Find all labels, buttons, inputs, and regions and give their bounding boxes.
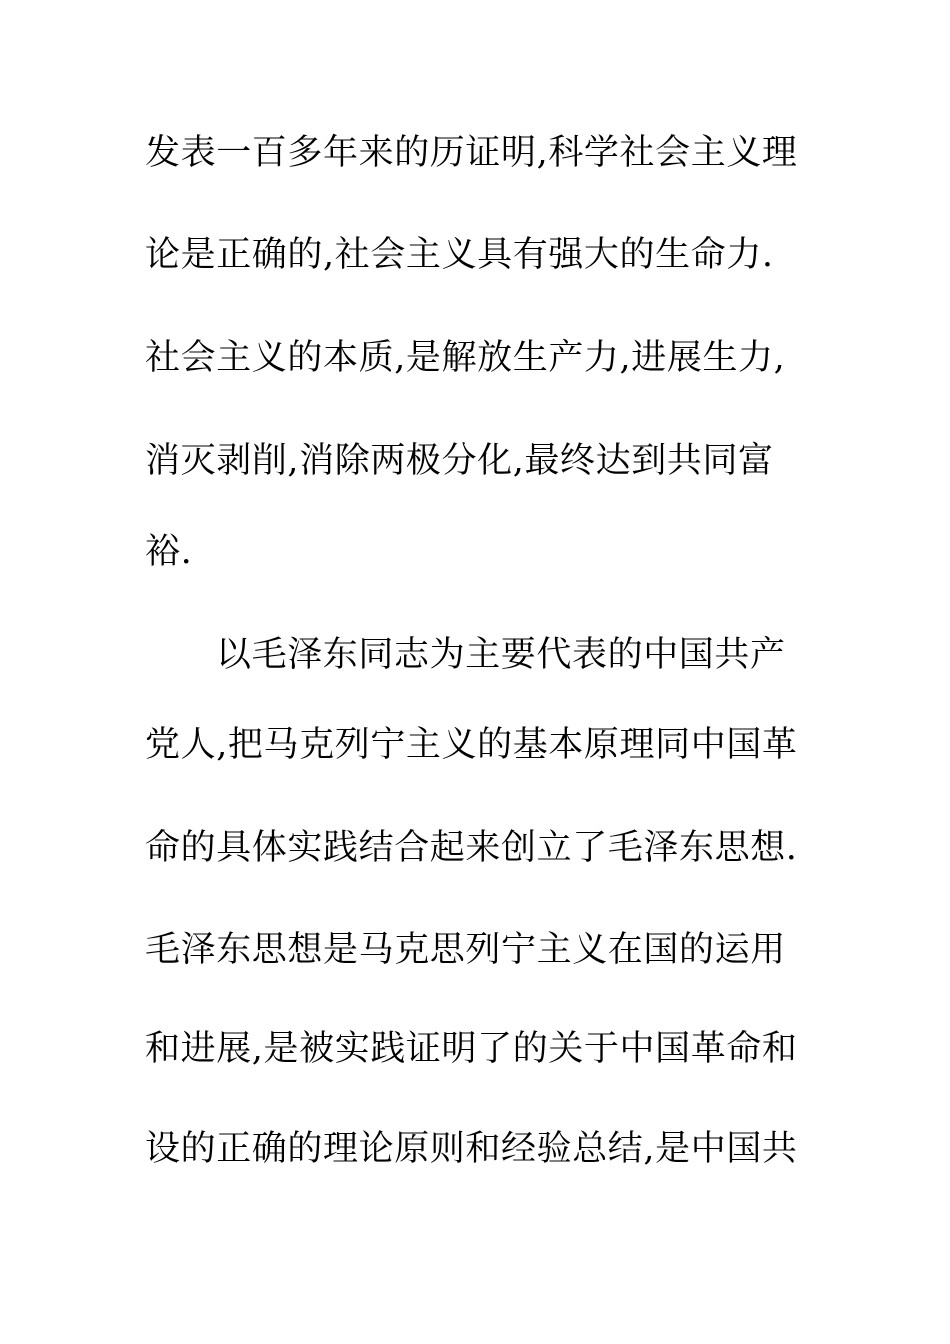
text-line-8: 命的具体实践结合起来创立了毛泽东思想. — [145, 828, 798, 868]
text-line-3: 社会主义的本质,是解放生产力,进展生力, — [145, 338, 786, 378]
text-line-9: 毛泽东思想是马克思列宁主义在国的运用 — [145, 930, 786, 970]
text-line-4: 消灭剥削,消除两极分化,最终达到共同富 — [145, 441, 774, 481]
text-line-7: 党人,把马克列宁主义的基本原理同中国革 — [145, 725, 798, 765]
text-line-10: 和进展,是被实践证明了的关于中国革命和 — [145, 1029, 798, 1069]
paragraph-2-first-line: 以毛泽东同志为主要代表的中国共产 — [216, 635, 786, 675]
text-line-5: 裕. — [145, 532, 193, 572]
text-line-1: 发表一百多年来的历证明,科学社会主义理 — [145, 133, 798, 173]
text-line-2: 论是正确的,社会主义具有强大的生命力. — [145, 235, 774, 275]
text-line-11: 设的正确的理论原则和经验总结,是中国共 — [145, 1129, 798, 1169]
